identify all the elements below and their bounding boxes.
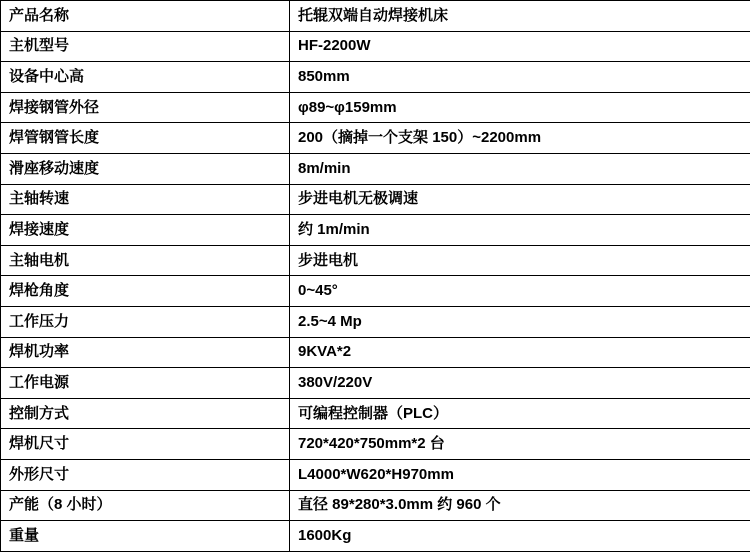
table-row <box>1 62 750 93</box>
spec-value-cell: 0~45° <box>290 276 750 307</box>
table-row <box>1 276 750 307</box>
spec-label-cell: 控制方式 <box>1 398 290 429</box>
spec-value-cell: 1600Kg <box>290 521 750 552</box>
spec-label-cell: 焊机尺寸 <box>1 429 290 460</box>
spec-label-cell: 焊枪角度 <box>1 276 290 307</box>
spec-value-cell: 720*420*750mm*2 台 <box>290 429 750 460</box>
spec-value-cell: 托辊双端自动焊接机床 <box>290 1 750 32</box>
spec-value-cell: HF-2200W <box>290 31 750 62</box>
spec-value-cell: 步进电机 <box>290 245 750 276</box>
specification-table-body <box>1 1 750 552</box>
spec-label-cell: 设备中心高 <box>1 62 290 93</box>
table-row <box>1 92 750 123</box>
table-row <box>1 429 750 460</box>
spec-value-cell: 380V/220V <box>290 368 750 399</box>
spec-value-cell: 8m/min <box>290 153 750 184</box>
spec-value-cell: 200（摘掉一个支架 150）~2200mm <box>290 123 750 154</box>
table-row <box>1 459 750 490</box>
table-row <box>1 153 750 184</box>
spec-value-cell: 可编程控制器（PLC） <box>290 398 750 429</box>
table-row <box>1 184 750 215</box>
spec-value-cell: 9KVA*2 <box>290 337 750 368</box>
spec-value-cell: 2.5~4 Mp <box>290 306 750 337</box>
spec-value-cell: 直径 89*280*3.0mm 约 960 个 <box>290 490 750 521</box>
table-row <box>1 337 750 368</box>
spec-label-cell: 产能（8 小时） <box>1 490 290 521</box>
spec-label-cell: 滑座移动速度 <box>1 153 290 184</box>
table-row <box>1 215 750 246</box>
spec-value-cell: L4000*W620*H970mm <box>290 459 750 490</box>
spec-label-cell: 重量 <box>1 521 290 552</box>
table-row <box>1 31 750 62</box>
table-row <box>1 490 750 521</box>
spec-label-cell: 主机型号 <box>1 31 290 62</box>
table-row <box>1 306 750 337</box>
spec-label-cell: 外形尺寸 <box>1 459 290 490</box>
spec-label-cell: 工作压力 <box>1 306 290 337</box>
table-row <box>1 521 750 552</box>
spec-value-cell: 约 1m/min <box>290 215 750 246</box>
spec-label-cell: 主轴电机 <box>1 245 290 276</box>
spec-label-cell: 产品名称 <box>1 1 290 32</box>
spec-label-cell: 焊接速度 <box>1 215 290 246</box>
table-row <box>1 245 750 276</box>
spec-label-cell: 焊接钢管外径 <box>1 92 290 123</box>
spec-value-cell: 850mm <box>290 62 750 93</box>
spec-label-cell: 工作电源 <box>1 368 290 399</box>
table-row <box>1 368 750 399</box>
spec-value-cell: 步进电机无极调速 <box>290 184 750 215</box>
spec-label-cell: 焊管钢管长度 <box>1 123 290 154</box>
spec-value-cell: φ89~φ159mm <box>290 92 750 123</box>
table-row <box>1 398 750 429</box>
table-row <box>1 1 750 32</box>
spec-label-cell: 主轴转速 <box>1 184 290 215</box>
table-row <box>1 123 750 154</box>
spec-label-cell: 焊机功率 <box>1 337 290 368</box>
